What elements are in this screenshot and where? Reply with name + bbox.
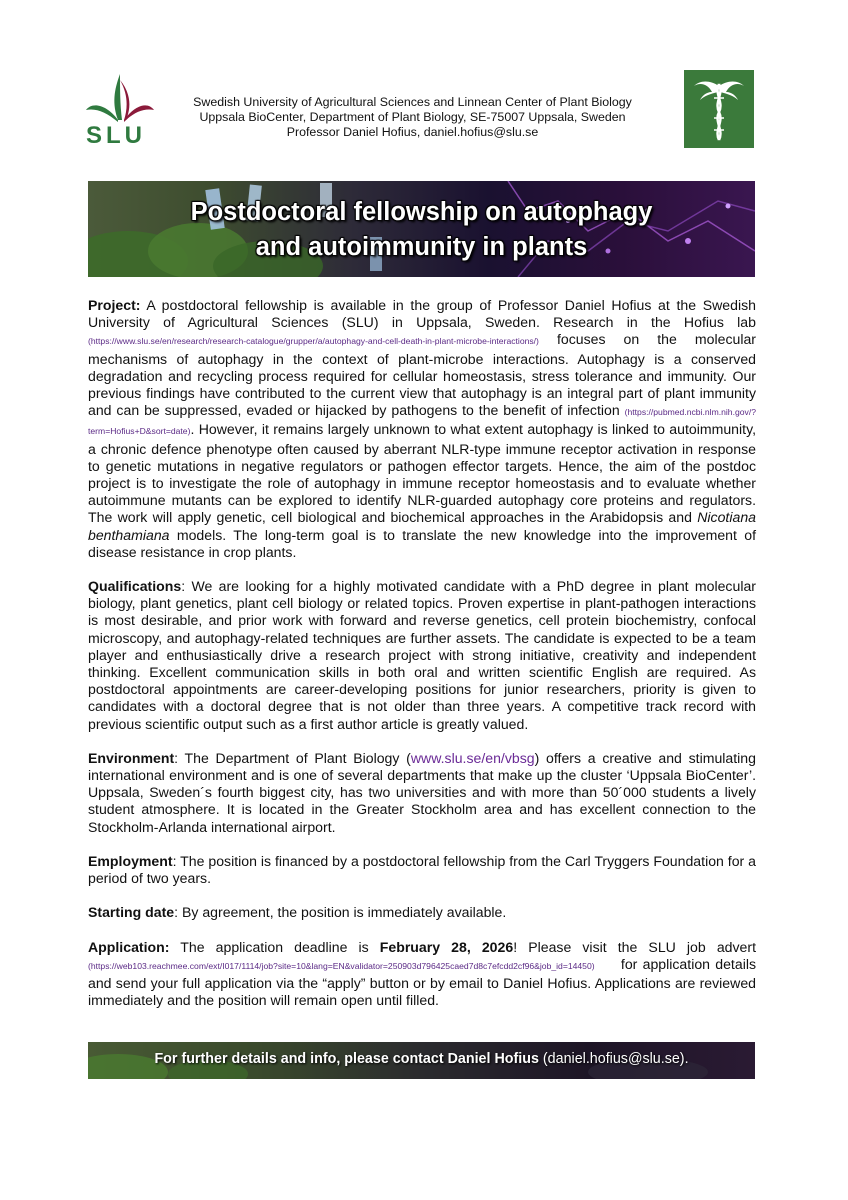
contact-text-bold: For further details and info, please contact Daniel Hofius: [154, 1051, 539, 1067]
employment-paragraph: [88, 853, 756, 887]
environment-heading: Environment: [88, 749, 175, 766]
job-advert-url-link[interactable]: (https://web103.reachmee.com/ext/I017/1114/job?site=10&lang=EN&validator=250903d796425caed7d8c7efcdd2cf96&job_id=14450): [88, 960, 595, 971]
contact-banner: [88, 1042, 755, 1079]
application-text-2: ! Please visit the SLU job advert: [513, 938, 756, 955]
species-name: Nicotiana benthamiana: [88, 509, 756, 543]
advert-body: [88, 297, 760, 1026]
banner-title: [88, 195, 755, 265]
project-text-3: . However, it remains largely unknown to what extent autophagy is linked to autoimmunity, a chronic defence phenotype often caused by aberrant NLR-type immune receptor activation in response to genetic mutations in negative regulators or pathogen effector targets. Hence, the aim of the postdoc project is to investigate the role of autophagy in immune receptor homeostasis and to evaluate whether autoimmune mutants can be explored to identify NLR-guarded autophagy core proteins and regulators. The work will apply genetic, cell biological and biochemical approaches in the Arabidopsis and: [88, 421, 756, 526]
banner-title-line-1: Postdoctoral fellowship on autophagy: [190, 198, 653, 226]
slu-wordmark: SLU: [86, 122, 146, 149]
starting-date-heading: Starting date: [88, 904, 175, 921]
project-text-4: models. The long-term goal is to translate the new knowledge into the improvement of disease resistance in crop plants.: [88, 526, 756, 560]
project-paragraph: [88, 297, 756, 561]
pubmed-url-link[interactable]: (https://pubmed.ncbi.nlm.nih.gov/?term=Hofius+D&sort=date): [88, 407, 756, 437]
linnean-center-logo-icon: [684, 70, 754, 148]
title-banner: [88, 181, 755, 277]
project-heading: Project:: [88, 297, 141, 313]
environment-paragraph: [88, 750, 756, 836]
qualifications-paragraph: [88, 578, 756, 733]
starting-date-text: : By agreement, the position is immediately available.: [174, 904, 507, 921]
header-address: [160, 95, 665, 140]
environment-text-1: : The Department of Plant Biology (: [174, 749, 411, 766]
contact-text: [88, 1051, 755, 1067]
employment-text: : The position is financed by a postdoctoral fellowship from the Carl Tryggers Foundation for a period of two years.: [88, 852, 756, 887]
application-heading: Application:: [88, 938, 170, 955]
lab-url-link[interactable]: (https://www.slu.se/en/research/research-catalogue/grupper/a/autophagy-and-cell-death-in-plant-microbe-interactions/): [88, 336, 539, 347]
starting-date-paragraph: [88, 904, 756, 921]
employment-heading: Employment: [88, 852, 173, 869]
header-line-3: Professor Daniel Hofius, daniel.hofius@slu.se: [286, 125, 539, 139]
header-line-2: Uppsala BioCenter, Department of Plant Biology, SE-75007 Uppsala, Sweden: [199, 110, 626, 124]
banner-title-line-2: and autoimmunity in plants: [255, 233, 588, 261]
project-text-1: A postdoctoral fellowship is available in the group of Professor Daniel Hofius at the Swedish University of Agricultural Sciences (SLU) in Uppsala, Sweden. Research in the Hofius lab: [88, 297, 756, 331]
vbsg-link[interactable]: www.slu.se/en/vbsg: [410, 749, 535, 766]
project-text-2: focuses on the molecular mechanisms of autophagy in the context of plant-microbe interactions. Autophagy is a conserved degradation and recycling process required for cellular homeostasis, stress tolerance and immunity. Our previous findings have contributed to the current view that autophagy is an integral part of plant immunity and can be suppressed, evaded or hijacked by pathogens to the benefit of infection: [88, 331, 756, 419]
qualifications-text: : We are looking for a highly motivated candidate with a PhD degree in plant molecular biology, plant genetics, plant cell biology or related topics. Proven expertise in plant-pathogen interactions is most desirable, and prior work with forward and reverse genetics, cell protein biochemistry, confocal microscopy, and autophagy-related techniques are further assets. The candidate is expected to be a team player and enthusiastically drive a research project with strong initiative, creativity and independent thinking. Excellent communication skills in both oral and written scientific English are required. As postdoctoral appointments are career-developing positions for junior researchers, priority is given to candidates with a doctoral degree that is not older than three years. A competitive track record with previous scientific output such as a first author article is greatly valued.: [88, 578, 756, 732]
environment-text-2: ) offers a creative and stimulating international environment and is one of several departments that make up the cluster ‘Uppsala BioCenter’. Uppsala, Sweden´s fourth biggest city, has two universities and with more than 50´000 students a lively student atmosphere. It is located in the Greater Stockholm area and has excellent connection to the Stockholm-Arlanda international airport.: [88, 749, 756, 835]
application-paragraph: [88, 938, 760, 1010]
application-deadline: February 28, 2026: [379, 938, 514, 955]
qualifications-heading: Qualifications: [88, 578, 182, 595]
contact-email[interactable]: (daniel.hofius@slu.se).: [538, 1051, 689, 1067]
header-line-1: Swedish University of Agricultural Sciences and Linnean Center of Plant Biology: [193, 95, 632, 109]
application-text-3: for application details and send your full application via the “apply” button or by email to Daniel Hofius. Applications are reviewed immediately and the position will remain open until filled.: [88, 955, 760, 1009]
application-text-1: The application deadline is: [169, 938, 380, 955]
